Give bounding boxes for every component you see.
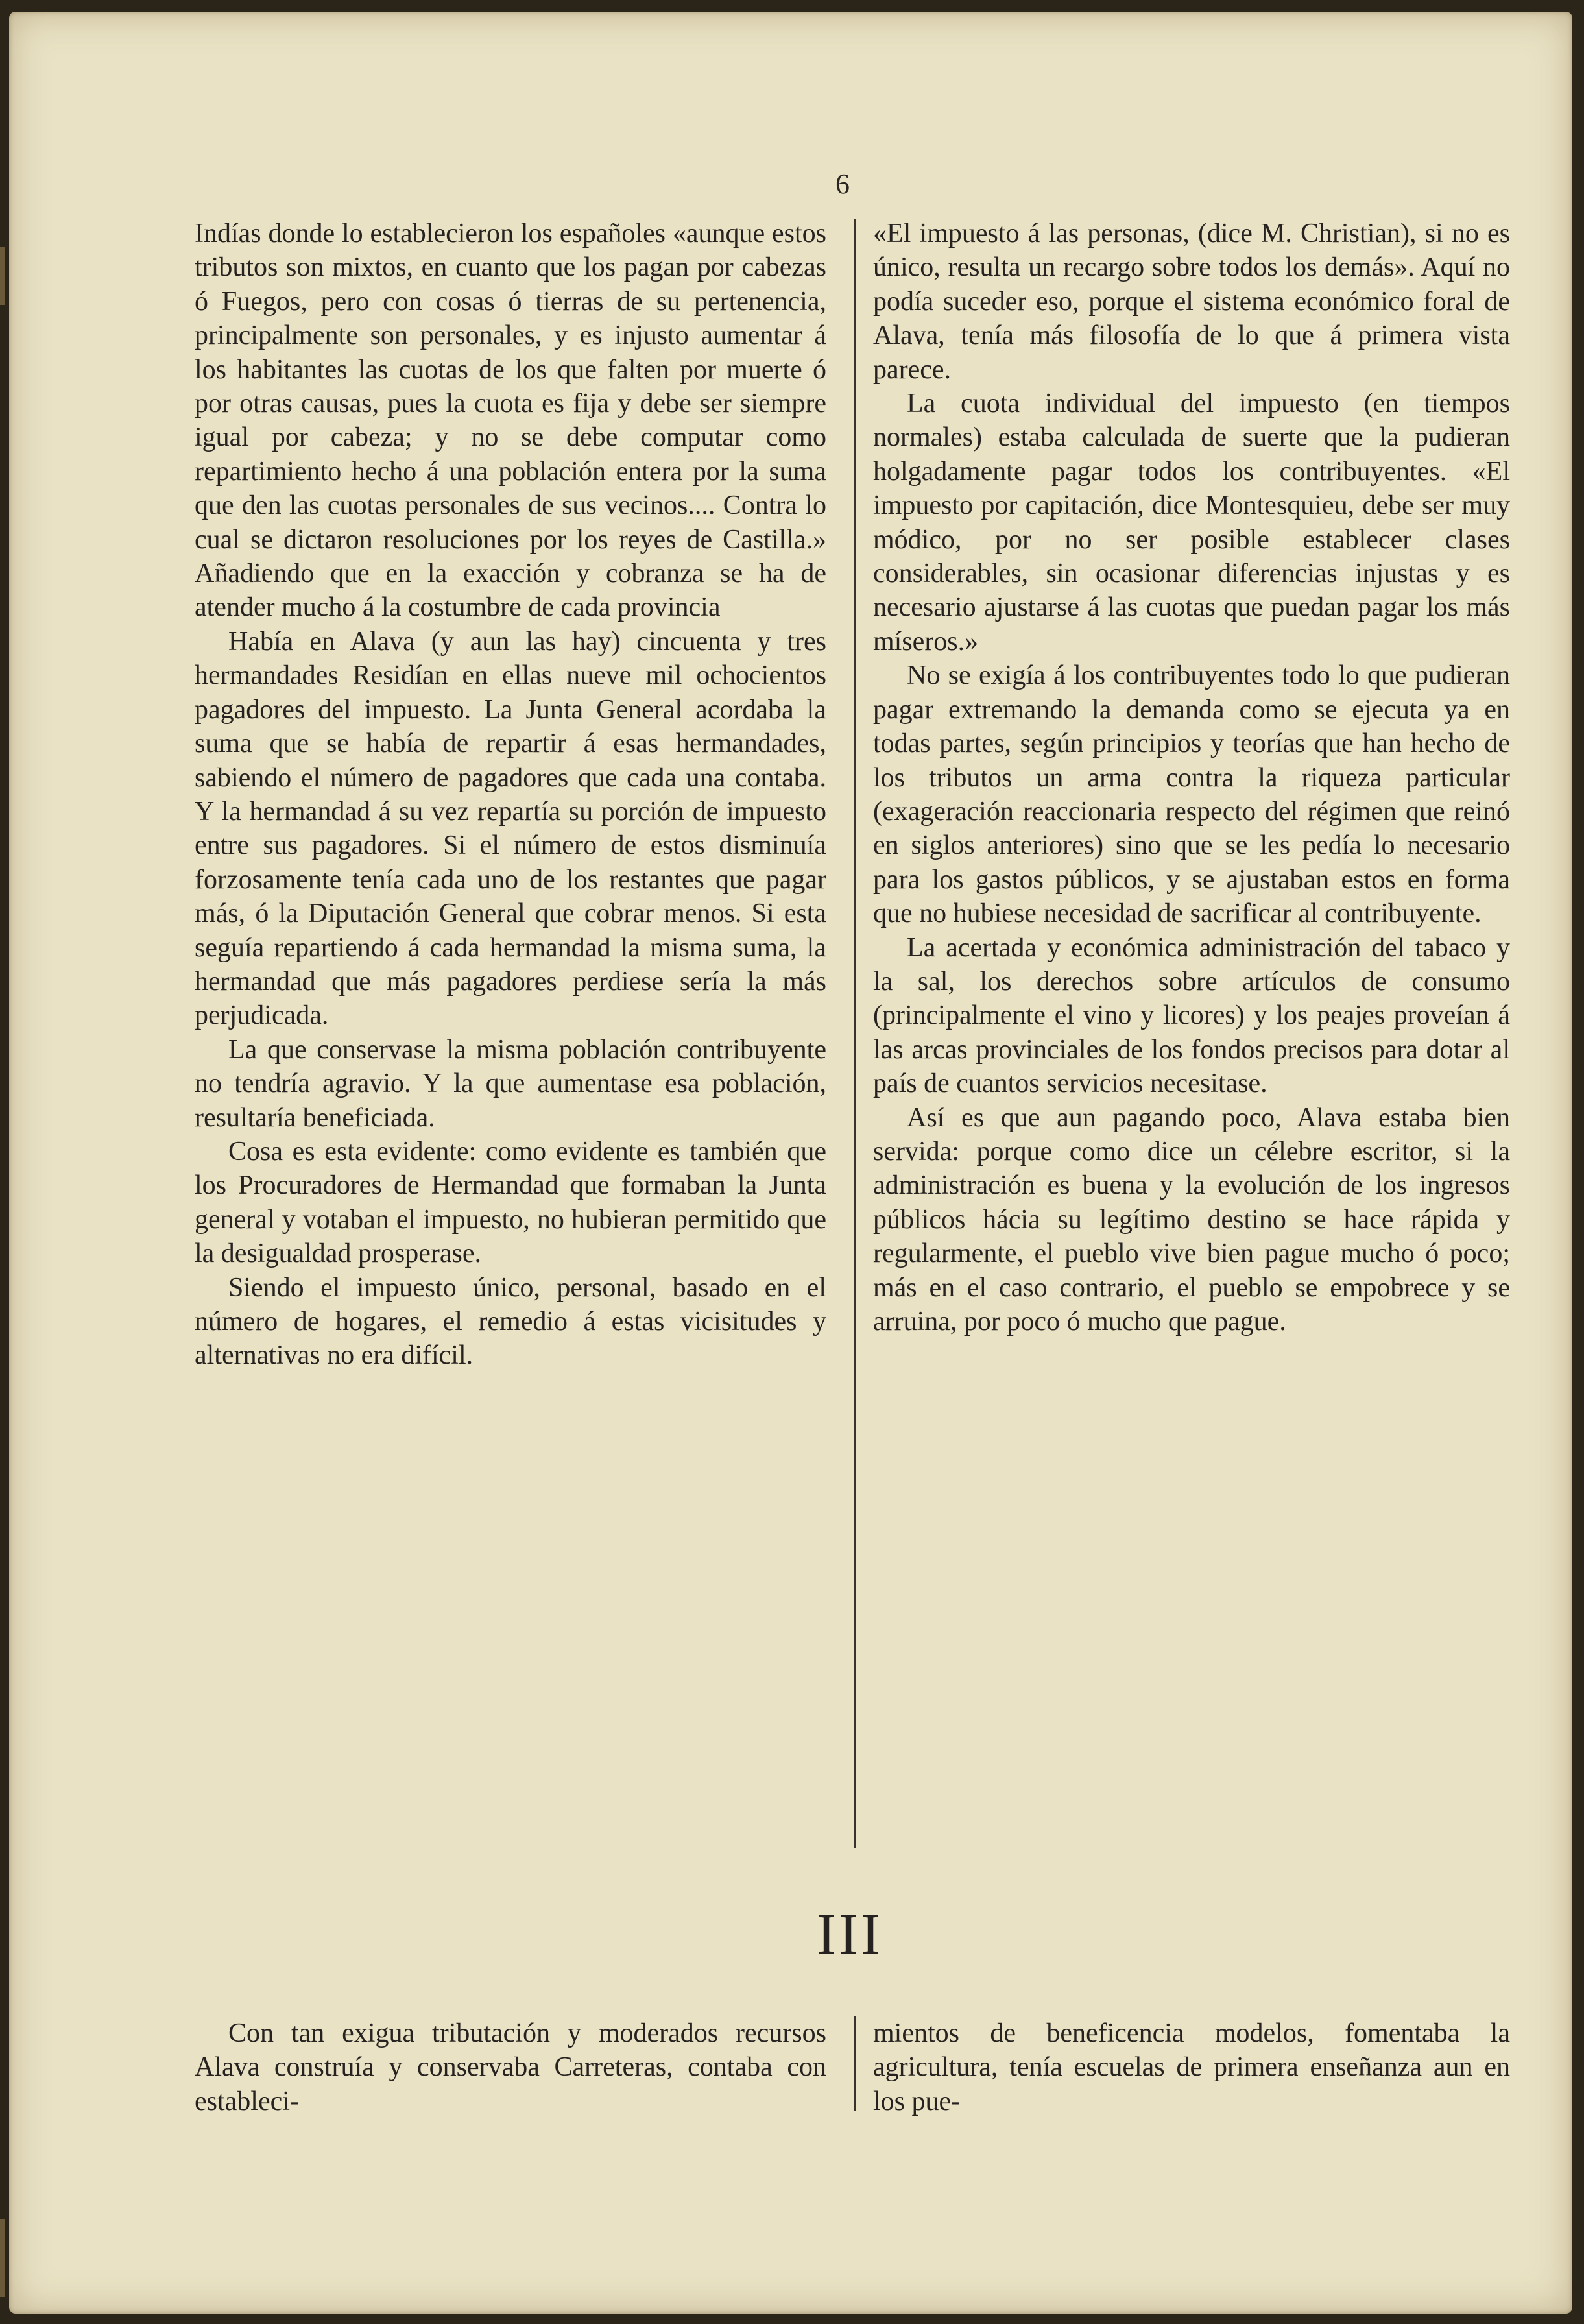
column-top-left bbox=[195, 217, 826, 1373]
binding-mark bbox=[0, 2219, 5, 2297]
paragraph: La cuota individual del impuesto (en tiempos normales) estaba calculada de suerte que la pudieran holgadamente pagar todos los contribuyentes. «El impuesto por capitación, dice Montesquieu, debe ser muy módico, por no ser posible establecer clases considerables, sin ocasionar diferencias injustas y es necesario ajustarse á las cuotas que puedan pagar los más míseros.» bbox=[873, 389, 1510, 657]
column-top-right bbox=[873, 217, 1510, 1338]
column-bottom-right bbox=[873, 2016, 1510, 2118]
page-number: 6 bbox=[835, 168, 850, 200]
paragraph: Con tan exigua tributación y moderados recursos Alava construía y conservaba Carreteras, contaba con estableci- bbox=[195, 2018, 826, 2116]
binding-mark bbox=[0, 247, 5, 305]
paragraph: No se exigía á los contribuyentes todo lo que pudieran pagar extremando la demanda como se ejecuta ya en todas partes, según principios y teorías que han hecho de los tributos un arma contra la riqueza particular (exageración reaccionaria respecto del régimen que reinó en siglos anteriores) sino que se les pedía lo necesario para los gastos públicos, y se ajustaban estos en forma que no hubiese necesidad de sacrificar al contribuyente. bbox=[873, 660, 1510, 929]
paragraph: Cosa es esta evidente: como evidente es también que los Procuradores de Hermandad que formaban la Junta general y votaban el impuesto, no hubieran permitido que la desigualdad prosperase. bbox=[195, 1136, 826, 1269]
section-heading: III bbox=[817, 1902, 883, 1967]
paragraph: «El impuesto á las personas, (dice M. Christian), si no es único, resulta un recargo sobre todos los demás». Aquí no podía suceder eso, porque el sistema económico foral de Alava, tenía más filosofía de lo que á primera vista parece. bbox=[873, 219, 1510, 385]
paragraph: Había en Alava (y aun las hay) cincuenta y tres hermandades Residían en ellas nueve mil ochocientos pagadores del impuesto. La Junta General acordaba la suma que se había de repartir á esas hermandades, sabiendo el número de pagadores que cada una contaba. Y la hermandad á su vez repartía su porción de impuesto entre sus pagadores. Si el número de estos disminuía forzosamente tenía cada uno de los restantes que pagar más, ó la Diputación General que cobrar menos. Si esta seguía repartiendo á cada hermandad la misma suma, la hermandad que más pagadores perdiese sería la más perjudicada. bbox=[195, 626, 826, 1031]
column-divider bbox=[854, 219, 856, 1848]
paragraph: Siendo el impuesto único, personal, basado en el número de hogares, el remedio á estas vicisitudes y alternativas no era difícil. bbox=[195, 1272, 826, 1371]
column-divider bbox=[854, 2016, 856, 2111]
column-bottom-left bbox=[195, 2016, 826, 2118]
paragraph: mientos de beneficencia modelos, fomentaba la agricultura, tenía escuelas de primera enseñanza aun en los pue- bbox=[873, 2018, 1510, 2116]
paragraph: La acertada y económica administración del tabaco y la sal, los derechos sobre artículos de consumo (principalmente el vino y licores) y los peajes proveían á las arcas provinciales de los fondos precisos para dotar al país de cuantos servicios necesitase. bbox=[873, 932, 1510, 1099]
paragraph: La que conservase la misma población contribuyente no tendría agravio. Y la que aumentase esa población, resultaría beneficiada. bbox=[195, 1034, 826, 1133]
paragraph: Así es que aun pagando poco, Alava estaba bien servida: porque como dice un célebre escritor, si la administración es buena y la evolución de los ingresos públicos hácia su legítimo destino se hace rápida y regularmente, el pueblo vive bien pague mucho ó poco; más en el caso contrario, el pueblo se empobrece y se arruina, por poco ó mucho que pague. bbox=[873, 1102, 1510, 1337]
paragraph: Indías donde lo establecieron los españoles «aunque estos tributos son mixtos, en cuanto que los pagan por cabezas ó Fuegos, pero con cosas ó tierras de su pertenencia, principalmente son personales, y es injusto aumentar á los habitantes las cuotas de los que falten por muerte ó por otras causas, pues la cuota es fija y debe ser siempre igual por cabeza; y no se debe computar como repartimiento hecho á una población entera por la suma que den las cuotas personales de sus vecinos.... Contra lo cual se dictaron resoluciones por los reyes de Castilla.» Añadiendo que en la exacción y cobranza se ha de atender mucho á la costumbre de cada provincia bbox=[195, 219, 826, 623]
